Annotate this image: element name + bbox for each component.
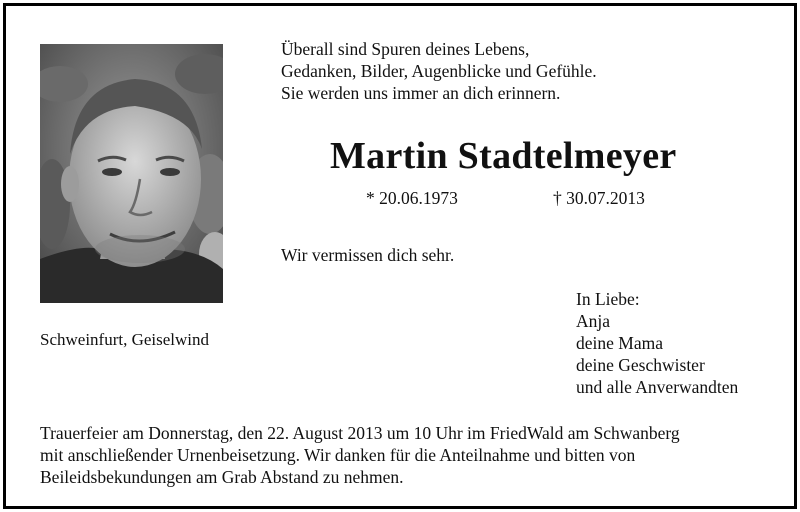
- poem-line: Sie werden uns immer an dich erinnern.: [281, 83, 561, 103]
- funeral-line: Beileidsbekundungen am Grab Abstand zu nehmen.: [40, 467, 404, 487]
- birth-date: * 20.06.1973: [366, 188, 458, 208]
- portrait-photo: [40, 44, 223, 303]
- mourner-line: In Liebe:: [576, 289, 640, 309]
- funeral-line: mit anschließender Urnenbeisetzung. Wir danken für die Anteilnahme und bitten von: [40, 445, 636, 465]
- deceased-name: Martin Stadtelmeyer: [330, 135, 677, 177]
- death-date: † 30.07.2013: [553, 188, 645, 208]
- poem-line: Gedanken, Bilder, Augenblicke und Gefühle.: [281, 61, 597, 81]
- place-of-residence: Schweinfurt, Geiselwind: [40, 330, 210, 349]
- mourner-line: Anja: [576, 311, 611, 331]
- mourner-line: und alle Anverwandten: [576, 377, 739, 397]
- mourner-line: deine Geschwister: [576, 355, 705, 375]
- mourner-line: deine Mama: [576, 333, 663, 353]
- mourners-list: [576, 288, 738, 398]
- funeral-details: [40, 422, 680, 488]
- memorial-poem: [281, 38, 597, 104]
- farewell-text: Wir vermissen dich sehr.: [281, 245, 455, 265]
- funeral-line: Trauerfeier am Donnerstag, den 22. August 2013 um 10 Uhr im FriedWald am Schwanberg: [40, 423, 680, 443]
- poem-line: Überall sind Spuren deines Lebens,: [281, 39, 530, 59]
